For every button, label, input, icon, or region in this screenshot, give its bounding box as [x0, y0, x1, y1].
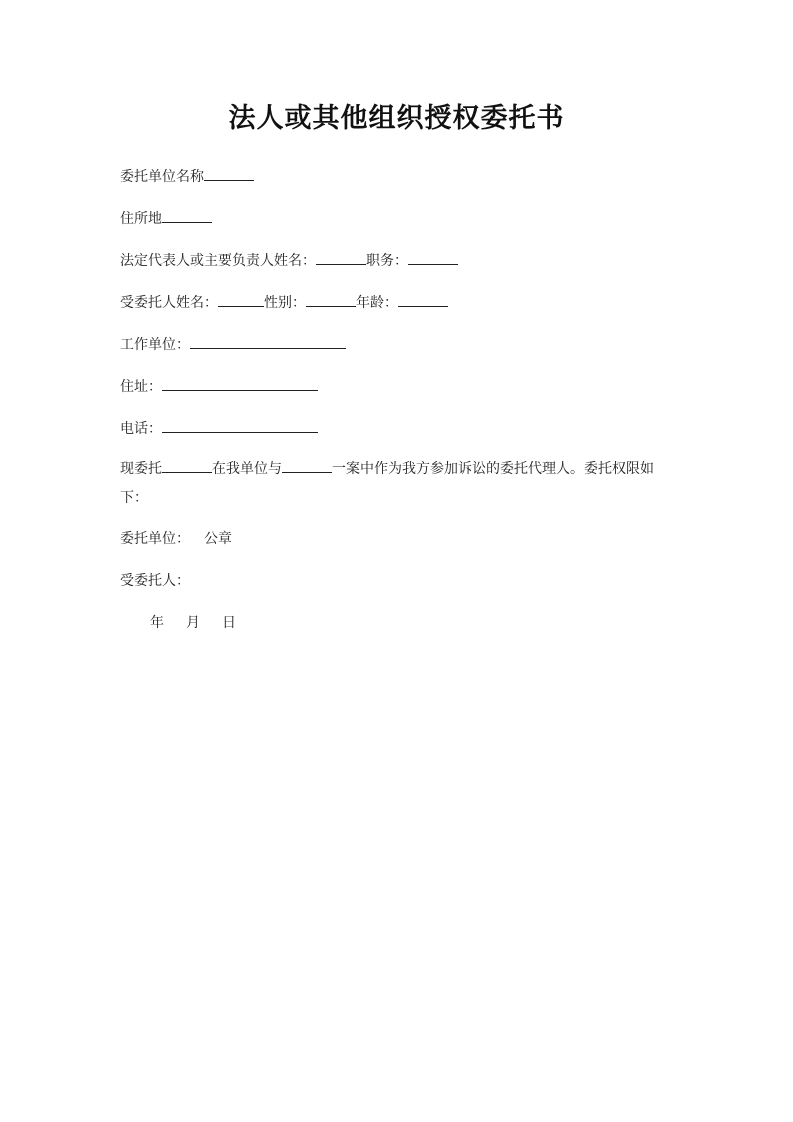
field-label: 法定代表人或主要负责人姓名： — [120, 253, 316, 269]
field-label: 职务： — [366, 253, 408, 269]
field-address — [120, 376, 318, 397]
fill-blank[interactable] — [162, 418, 318, 433]
field-domicile — [120, 208, 212, 229]
fill-blank[interactable] — [282, 458, 332, 473]
field-label: 住址： — [120, 379, 162, 395]
field-label: 住所地 — [120, 211, 162, 227]
fill-blank[interactable] — [316, 250, 366, 265]
fill-blank[interactable] — [162, 458, 212, 473]
field-label: 年龄： — [356, 295, 398, 311]
field-label: 性别： — [264, 295, 306, 311]
signature-unit — [120, 529, 232, 549]
signature-label: 委托单位： — [120, 531, 190, 547]
signature-agent — [120, 571, 190, 591]
signature-label: 受委托人： — [120, 573, 190, 589]
authorization-text: 现委托 — [120, 461, 162, 477]
field-agent-info — [120, 292, 448, 313]
fill-blank[interactable] — [162, 208, 212, 223]
date-year: 年 — [150, 615, 164, 631]
fill-blank[interactable] — [218, 292, 264, 307]
fill-blank[interactable] — [408, 250, 458, 265]
field-label: 工作单位： — [120, 337, 190, 353]
authorization-paragraph — [120, 455, 680, 513]
authorization-text: 一案中作为我方参加诉讼的委托代理人。委托权限如下： — [120, 461, 654, 506]
field-legal-representative — [120, 250, 458, 271]
fill-blank[interactable] — [204, 166, 254, 181]
field-label: 受委托人姓名： — [120, 295, 218, 311]
date-line — [150, 613, 236, 633]
fill-blank[interactable] — [306, 292, 356, 307]
field-phone — [120, 418, 318, 439]
date-month: 月 — [186, 615, 200, 631]
field-label: 电话： — [120, 421, 162, 437]
fill-blank[interactable] — [190, 334, 346, 349]
authorization-text: 在我单位与 — [212, 461, 282, 477]
document-title: 法人或其他组织授权委托书 — [228, 103, 565, 134]
field-entrusting-unit — [120, 166, 254, 187]
fill-blank[interactable] — [398, 292, 448, 307]
field-label: 委托单位名称 — [120, 169, 204, 185]
seal-label: 公章 — [204, 531, 232, 547]
fill-blank[interactable] — [162, 376, 318, 391]
field-work-unit — [120, 334, 346, 355]
date-day: 日 — [222, 615, 236, 631]
